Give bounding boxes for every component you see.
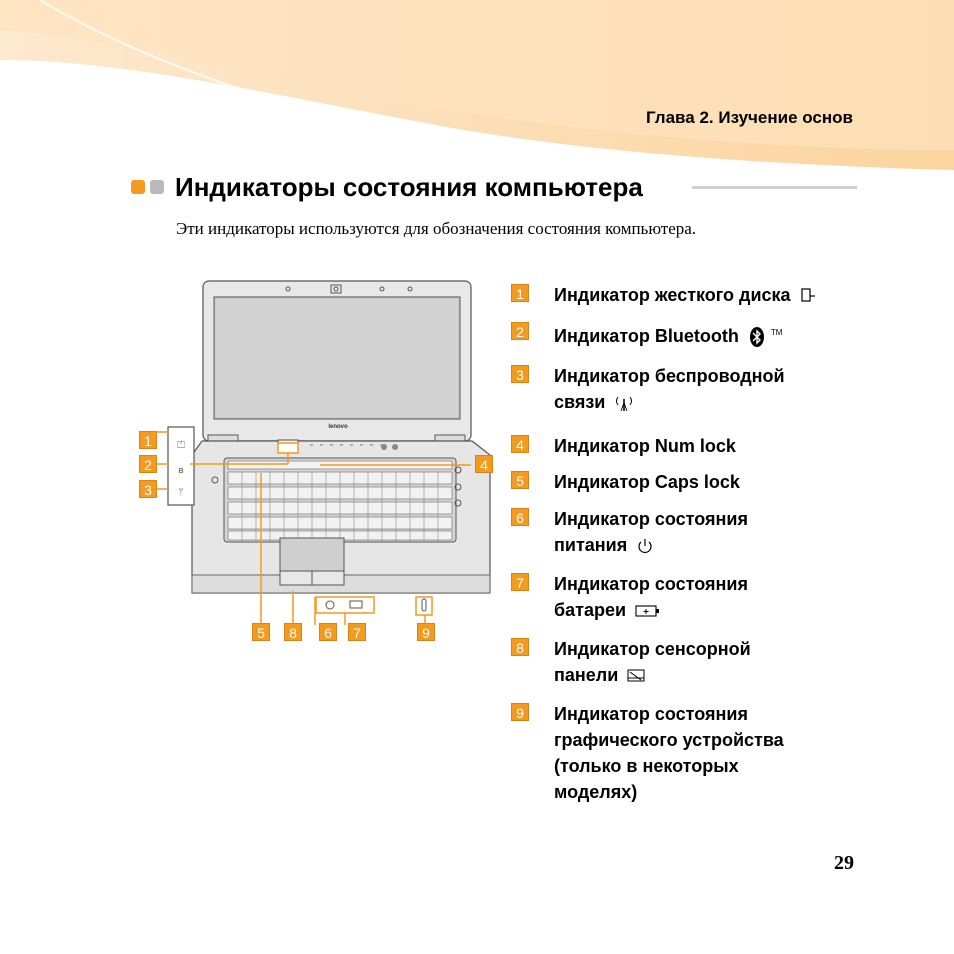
title-rule	[692, 186, 857, 189]
item-label: батареи	[554, 600, 627, 620]
callout-1: 1	[139, 431, 157, 449]
callout-6: 6	[319, 623, 337, 641]
callout-8: 8	[284, 623, 302, 641]
item-number: 2	[511, 322, 529, 340]
wireless-icon	[614, 393, 634, 413]
hdd-icon	[800, 287, 816, 305]
intro-paragraph: Эти индикаторы используются для обозначения состояния компьютера.	[176, 219, 697, 238]
svg-text:ᛘ: ᛘ	[178, 488, 184, 498]
item-label: Индикатор Num lock	[554, 436, 736, 456]
callout-9: 9	[417, 623, 435, 641]
item-label: связи	[554, 392, 606, 412]
battery-icon	[635, 604, 661, 618]
orange-square-icon	[131, 180, 145, 194]
item-number: 8	[511, 638, 529, 656]
item-label: Индикатор состояния	[554, 509, 748, 529]
callout-7: 7	[348, 623, 366, 641]
page-number: 29	[834, 852, 854, 874]
item-label: панели	[554, 665, 619, 685]
callout-4: 4	[475, 455, 493, 473]
item-label: Индикатор состояния	[554, 574, 748, 594]
callout-2: 2	[139, 455, 157, 473]
item-label: Индикатор Caps lock	[554, 472, 740, 492]
item-number: 6	[511, 508, 529, 526]
power-icon	[636, 537, 654, 555]
brand-logo: lenovo	[328, 424, 348, 430]
callout-5: 5	[252, 623, 270, 641]
item-number: 9	[511, 703, 529, 721]
bluetooth-icon	[748, 326, 766, 348]
item-label: графического устройства	[554, 730, 784, 750]
laptop-illustration	[130, 275, 500, 645]
item-number: 1	[511, 284, 529, 302]
callout-3: 3	[139, 480, 157, 498]
section-title	[131, 170, 643, 204]
trademark-mark: TM	[770, 328, 783, 337]
item-label: Индикатор беспроводной	[554, 366, 785, 386]
grey-square-icon	[150, 180, 164, 194]
item-number: 3	[511, 365, 529, 383]
item-label: моделях)	[554, 782, 638, 802]
item-label: Индикатор состояния	[554, 704, 748, 724]
item-label: питания	[554, 535, 628, 555]
item-label: Индикатор жесткого диска	[554, 285, 791, 305]
item-number: 4	[511, 435, 529, 453]
item-number: 5	[511, 471, 529, 489]
section-heading: Индикаторы состояния компьютера	[175, 172, 643, 202]
touchpad-icon	[627, 669, 647, 683]
item-number: 7	[511, 573, 529, 591]
chapter-heading: Глава 2. Изучение основ	[646, 108, 853, 127]
item-label: Индикатор сенсорной	[554, 639, 751, 659]
svg-text:ʙ: ʙ	[178, 466, 184, 476]
item-label: (только в некоторых	[554, 756, 739, 776]
item-label: Индикатор Bluetooth	[554, 326, 739, 346]
svg-text:⏍: ⏍	[177, 440, 185, 451]
